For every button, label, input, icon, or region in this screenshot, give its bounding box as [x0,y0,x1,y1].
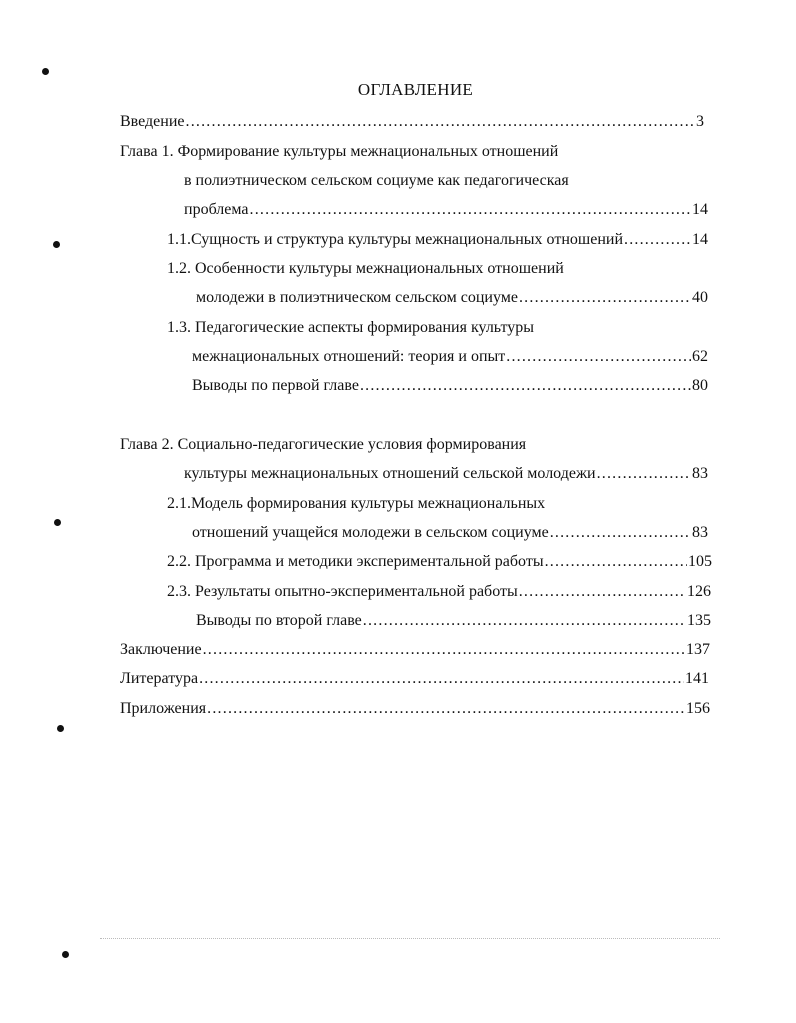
toc-section-2-1-line-1: 2.1.Модель формирования культуры межнациональных [167,495,546,512]
toc-entry-label: Выводы по второй главе [196,612,362,629]
toc-page-number: 3 [696,113,704,130]
dot-leader [545,552,687,572]
toc-section-1-2-line-1: 1.2. Особенности культуры межнациональных отношений [167,260,564,277]
toc-entry-intro [120,112,704,132]
toc-entry-label: проблема [184,201,249,218]
toc-page-number: 83 [692,465,708,482]
dot-leader [597,464,691,484]
toc-entry-label: 1.1.Сущность и структура культуры межнациональных отношений [167,231,623,248]
binder-hole-mark [53,241,60,248]
binder-hole-mark [62,951,69,958]
toc-chapter-1-line-2: в полиэтническом сельском социуме как педагогическая [184,172,569,189]
toc-page-number: 14 [692,201,708,218]
dot-leader [250,200,691,220]
toc-page-number: 137 [686,641,710,658]
toc-entry-label: межнациональных отношений: теория и опыт [192,348,506,365]
binder-hole-mark [57,725,64,732]
toc-entry-label: 2.2. Программа и методики экспериментальной работы [167,553,544,570]
binder-hole-mark [42,68,49,75]
toc-page-number: 83 [692,524,708,541]
toc-entry-label: Заключение [120,641,202,658]
dot-leader [199,669,684,689]
toc-entry-label: молодежи в полиэтническом сельском социуме [196,289,518,306]
dot-leader [506,347,691,367]
toc-entry-1-3 [192,347,708,367]
toc-page-number: 40 [692,289,708,306]
dot-leader [550,523,691,543]
toc-page-number: 105 [688,553,712,570]
dot-leader [207,699,685,719]
toc-entry-conclusion [120,640,710,660]
scan-noise-line [100,938,720,941]
toc-page-number: 14 [692,231,708,248]
toc-entry-chapter-2 [184,464,708,484]
toc-entry-label: Введение [120,113,185,130]
toc-page-number: 126 [687,583,711,600]
dot-leader [519,288,691,308]
toc-entry-2-1 [192,523,708,543]
toc-chapter-2-line-1: Глава 2. Социально-педагогические условия формирования [120,436,527,453]
toc-page-number: 156 [686,700,710,717]
dot-leader [624,230,691,250]
dot-leader [363,611,686,631]
toc-page-number: 80 [692,377,708,394]
toc-entry-appendices [120,699,710,719]
toc-title: ОГЛАВЛЕНИЕ [357,80,474,99]
toc-entry-chapter-1 [184,200,708,220]
toc-page-number: 135 [687,612,711,629]
toc-entry-1-1 [167,230,708,250]
toc-entry-label: Выводы по первой главе [192,377,359,394]
toc-entry-conclusions-1 [192,376,708,396]
toc-page-number: 62 [692,348,708,365]
toc-entry-conclusions-2 [196,611,711,631]
toc-entry-literature [120,669,709,689]
toc-entry-1-2 [196,288,708,308]
dot-leader [519,582,686,602]
toc-chapter-1-line-1: Глава 1. Формирование культуры межнациональных отношений [120,143,559,160]
toc-section-1-3-line-1: 1.3. Педагогические аспекты формирования культуры [167,319,535,336]
dot-leader [203,640,685,660]
dot-leader [186,112,696,132]
toc-entry-2-3 [167,582,711,602]
toc-entry-2-2 [167,552,712,572]
toc-entry-label: отношений учащейся молодежи в сельском социуме [192,524,549,541]
toc-entry-label: Приложения [120,700,207,717]
toc-entry-label: 2.3. Результаты опытно-экспериментальной работы [167,583,518,600]
toc-page-number: 141 [685,670,709,687]
binder-hole-mark [54,519,61,526]
toc-entry-label: Литература [120,670,199,687]
dot-leader [360,376,691,396]
toc-entry-label: культуры межнациональных отношений сельской молодежи [184,465,596,482]
